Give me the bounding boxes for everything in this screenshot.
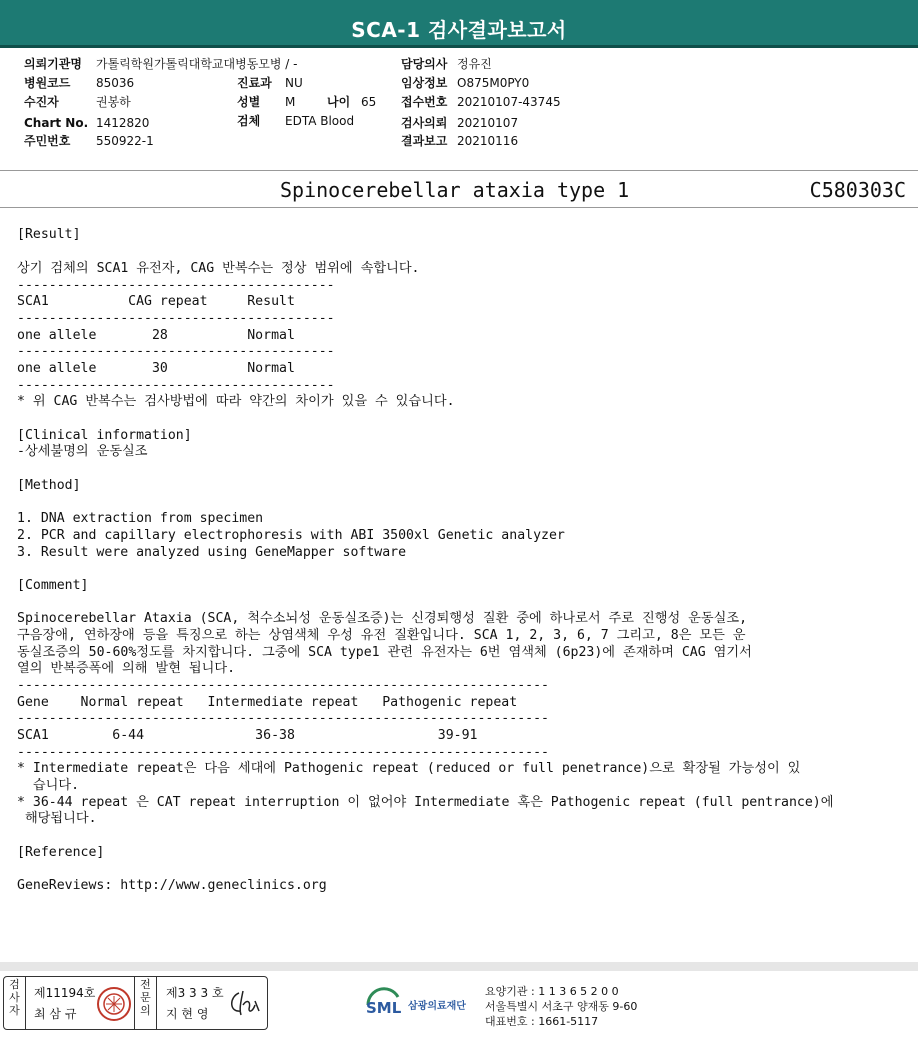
body-line: 해당됩니다. — [17, 811, 97, 826]
divider-top — [0, 170, 918, 171]
body-line: ---------------------------------------- — [17, 344, 335, 359]
org-name: 삼광의료재단 — [408, 1001, 466, 1012]
specialist-name: 지 현 영 — [166, 1007, 209, 1021]
receipt-label: 접수번호 — [401, 95, 448, 109]
signature-box — [3, 976, 268, 1030]
info-result-report — [401, 132, 518, 150]
specimen-value: EDTA Blood — [285, 114, 355, 128]
body-line: one allele 28 Normal — [17, 328, 295, 343]
inspector-vertical-label: 검사자 — [4, 977, 26, 1029]
sml-logo — [364, 985, 479, 1025]
body-line: ---------------------------------------- — [17, 278, 335, 293]
org-code: 요양기관 : 1 1 3 6 5 2 0 0 — [485, 985, 619, 998]
body-line: 열의 반복증폭에 의해 발현 됩니다. — [17, 661, 236, 676]
department-value: NU — [285, 76, 303, 90]
doctor-value: 정유진 — [457, 57, 492, 71]
sex-label: 성별 — [237, 95, 261, 109]
body-line: * Intermediate repeat은 다음 세대에 Pathogenic repeat (reduced or full penetrance)으로 확장될 가능성이 있 — [17, 761, 801, 776]
body-line: ------------------------------------------------------------------- — [17, 745, 549, 760]
body-line: 습니다. — [17, 778, 80, 793]
info-chart-no — [24, 114, 149, 132]
body-line: SCA1 6-44 36-38 39-91 — [17, 728, 478, 743]
org-phone: 대표번호 : 1661-5117 — [485, 1015, 599, 1028]
test-code: C580303C — [809, 178, 906, 202]
institution-value: 가톨릭학원가톨릭대학교대병동모병 / - — [96, 57, 298, 71]
sex-value: M — [285, 95, 296, 109]
hospital-code-label: 병원코드 — [24, 76, 71, 90]
body-line: * 위 CAG 반복수는 검사방법에 따라 약간의 차이가 있을 수 있습니다. — [17, 394, 455, 409]
info-doctor — [401, 55, 492, 73]
body-line: 구음장애, 연하장애 등을 특징으로 하는 상염색체 우성 유전 질환입니다. SCA 1, 2, 3, 6, 7 그리고, 8은 모든 운 — [17, 628, 746, 643]
recipient-label: 수진자 — [24, 95, 59, 109]
chart-label: Chart No. — [24, 116, 89, 130]
info-receipt — [401, 93, 561, 111]
seal-stamp-icon — [96, 986, 132, 1022]
test-name: Spinocerebellar ataxia type 1 — [280, 178, 630, 202]
body-line: Spinocerebellar Ataxia (SCA, 척수소뇌성 운동실조증)는 신경퇴행성 질환 중에 하나로서 주로 진행성 운동실조, — [17, 611, 748, 626]
report-title: SCA-1 검사결과보고서 — [351, 18, 567, 42]
inspector-name: 최 삼 규 — [34, 1007, 77, 1021]
body-line: ---------------------------------------- — [17, 311, 335, 326]
recipient-value: 권봉하 — [96, 95, 131, 109]
resident-value: 550922-1 — [96, 134, 154, 148]
body-line: 3. Result were analyzed using GeneMapper software — [17, 545, 407, 560]
specialist-vertical-label: 전문의 — [135, 977, 157, 1029]
info-clinical — [401, 74, 529, 92]
body-line: * 36-44 repeat 은 CAT repeat interruption 이 없어야 Intermediate 혹은 Pathogenic repeat (full pentrance)에 — [17, 795, 834, 810]
info-resident-no — [24, 132, 154, 150]
body-line: -상세불명의 운동실조 — [17, 444, 148, 459]
body-line: [Reference] — [17, 845, 105, 860]
body-line: ------------------------------------------------------------------- — [17, 711, 549, 726]
body-line: one allele 30 Normal — [17, 361, 295, 376]
chart-value: 1412820 — [96, 116, 150, 130]
body-line: 2. PCR and capillary electrophoresis with ABI 3500xl Genetic analyzer — [17, 528, 565, 543]
request-value: 20210107 — [457, 116, 519, 130]
resident-label: 주민번호 — [24, 134, 71, 148]
inspector-license-no: 제11194호 — [34, 986, 96, 1000]
hospital-code-value: 85036 — [96, 76, 135, 90]
body-line: [Comment] — [17, 578, 89, 593]
body-line: Gene Normal repeat Intermediate repeat Pathogenic repeat — [17, 695, 518, 710]
body-line: [Result] — [17, 227, 81, 242]
specimen-label: 검체 — [237, 114, 261, 128]
department-label: 진료과 — [237, 76, 272, 90]
org-address: 서울특별시 서초구 양재동 9-60 — [485, 1000, 638, 1013]
sml-logo-text: SML — [366, 999, 402, 1017]
request-label: 검사의뢰 — [401, 116, 448, 130]
body-line: SCA1 CAG repeat Result — [17, 294, 295, 309]
info-request — [401, 114, 518, 132]
divider-bottom — [0, 207, 918, 208]
doctor-label: 담당의사 — [401, 57, 448, 71]
age-label: 나이 — [327, 95, 351, 109]
body-line: [Method] — [17, 478, 81, 493]
footer-separator — [0, 962, 918, 971]
body-line: ------------------------------------------------------------------- — [17, 678, 549, 693]
receipt-value: 20210107-43745 — [457, 95, 561, 109]
info-recipient — [24, 93, 131, 111]
institution-label: 의뢰기관명 — [24, 57, 82, 71]
result-report-value: 20210116 — [457, 134, 519, 148]
info-hospital-code — [24, 74, 134, 92]
info-department — [237, 74, 303, 92]
specialist-license-no: 제3 3 3 호 — [166, 986, 224, 1000]
body-line: 1. DNA extraction from specimen — [17, 511, 264, 526]
clinical-value: O875M0PY0 — [457, 76, 530, 90]
info-institution — [24, 55, 297, 73]
body-line: [Clinical information] — [17, 428, 192, 443]
org-address-block — [485, 984, 637, 1029]
body-line: GeneReviews: http://www.geneclinics.org — [17, 878, 327, 893]
info-specimen — [237, 112, 354, 130]
body-line: 상기 검체의 SCA1 유전자, CAG 반복수는 정상 범위에 속합니다. — [17, 261, 420, 276]
body-line: 동실조증의 50-60%정도를 차지합니다. 그중에 SCA type1 관련 유전자는 6번 염색체 (6p23)에 존재하며 CAG 염기서 — [17, 645, 752, 660]
body-line: ---------------------------------------- — [17, 378, 335, 393]
info-sex — [237, 93, 376, 111]
signature-icon — [225, 987, 263, 1019]
result-report-label: 결과보고 — [401, 134, 448, 148]
age-value: 65 — [361, 95, 377, 109]
clinical-label: 임상정보 — [401, 76, 448, 90]
